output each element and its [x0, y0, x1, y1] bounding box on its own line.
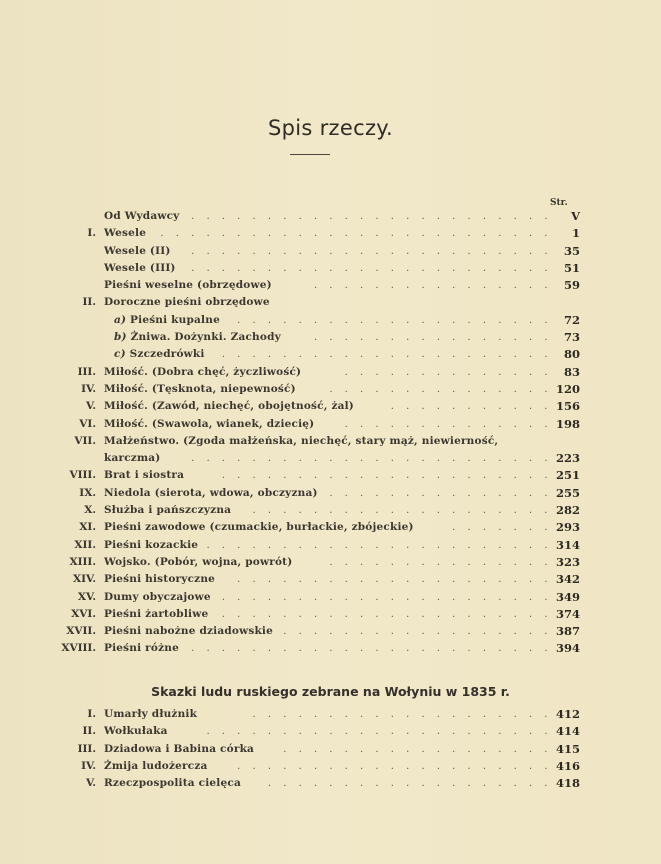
entry-title: Szczedrówki [129, 348, 205, 361]
dot-leader: . . . . . . . . . . . . . . . . . . [283, 626, 552, 638]
entry-label [104, 571, 215, 588]
page-number: 1 [571, 226, 580, 241]
page-number: V [571, 209, 580, 223]
dot-leader: . . . . . . . . . . . . . . . . . . . . . . [221, 591, 552, 603]
entry-number: IV. [81, 759, 96, 772]
entry-label [104, 381, 296, 398]
entry-number: XIV. [72, 573, 96, 586]
page-number: 314 [555, 537, 580, 552]
entry-label [104, 606, 208, 623]
toc-entry [50, 225, 580, 242]
entry-title: Pieśni weselne (obrzędowe) [104, 279, 272, 292]
entry-title: Wołkułaka [104, 725, 168, 738]
entry-title: Dziadowa i Babina córka [104, 742, 255, 755]
toc-entry [50, 260, 580, 277]
entry-title: Miłość. (Swawola, wianek, dziecię) [104, 417, 315, 430]
entry-number: V. [86, 400, 96, 413]
page-number: 59 [563, 278, 580, 293]
page-number: 80 [563, 347, 580, 362]
entry-title: Wojsko. (Pobór, wojna, powrót) [104, 555, 293, 568]
entry-label [104, 723, 168, 740]
entry-title: Małżeństwo. (Zgoda małżeńska, niechęć, stary mąż, niewierność, [104, 434, 499, 447]
entry-title: Żniwa. Dożynki. Zachody [130, 331, 281, 344]
entry-label [104, 433, 498, 450]
entry-title: karczma) [104, 452, 161, 465]
entry-title: Miłość. (Tęsknota, niepewność) [104, 382, 296, 395]
toc-entry [50, 381, 580, 398]
toc-entry [50, 433, 580, 450]
entry-title: Miłość. (Zawód, niechęć, obojętność, żal) [104, 400, 354, 413]
entry-label [104, 758, 208, 775]
entry-label [104, 623, 273, 640]
entry-label [104, 277, 272, 294]
page-number: 120 [555, 381, 580, 396]
page-number: 282 [555, 503, 580, 518]
entry-number: II. [82, 296, 96, 309]
page-number: 412 [555, 707, 580, 721]
toc-entry [50, 775, 580, 792]
entry-title: Żmija ludożercza [104, 759, 208, 772]
entry-number: VIII. [69, 469, 96, 482]
entry-number: X. [84, 504, 96, 517]
title-rule [290, 154, 330, 155]
page-number: 156 [555, 399, 580, 414]
page-number: 198 [555, 416, 580, 431]
dot-leader: . . . . . . . . . . . . . . . . . . . . . [237, 760, 552, 772]
page-number: 83 [563, 364, 580, 379]
toc-entry [50, 329, 580, 346]
entry-number: II. [82, 725, 96, 738]
entry-title: Dumy obyczajowe [104, 590, 211, 603]
toc-entry [50, 741, 580, 758]
entry-label [104, 243, 171, 260]
entry-label [104, 225, 146, 242]
toc-entry [50, 758, 580, 775]
entry-number: XVII. [66, 625, 96, 638]
entry-title: Miłość. (Dobra chęć, życzliwość) [104, 365, 302, 378]
dot-leader: . . . . . . . . . . . . . . . . [313, 332, 552, 344]
entry-title: Służba i pańszczyzna [104, 504, 232, 517]
entry-label [104, 775, 241, 792]
dot-leader: . . . . . . . . . . . . . . . . . . . . . . . . [191, 211, 552, 222]
entry-number: XII. [74, 538, 96, 551]
dot-leader: . . . . . . . . . . . . . . . . . . . . . . [221, 349, 552, 361]
toc-entry [50, 706, 580, 723]
entry-title: Doroczne pieśni obrzędowe [104, 296, 270, 309]
entry-title: Pieśni kupalne [130, 313, 220, 326]
entry-number: XI. [79, 521, 96, 534]
entry-number: I. [87, 227, 96, 240]
entry-label [104, 537, 198, 554]
page-number: 251 [555, 468, 580, 483]
dot-leader: . . . . . . . . . . . . . . . . . . . . . . . . [191, 453, 552, 465]
entry-number: III. [77, 742, 96, 755]
entry-label [104, 450, 160, 467]
page-number: 387 [555, 624, 580, 639]
dot-leader: . . . . . . . . . . . [390, 401, 552, 413]
entry-label [104, 554, 292, 571]
dot-leader: . . . . . . . . . . . . . . . . . . . . . . [221, 608, 552, 620]
entry-label [104, 502, 231, 519]
entry-letter: b) [114, 331, 127, 344]
toc-entry [50, 416, 580, 433]
table-of-contents-tales [50, 706, 580, 792]
entry-number: III. [77, 365, 96, 378]
entry-number: XIII. [69, 555, 96, 568]
toc-entry [50, 467, 580, 484]
toc-entry [50, 571, 580, 588]
toc-entry [50, 277, 580, 294]
dot-leader: . . . . . . . . . . . . . . [344, 418, 552, 430]
entry-label [104, 416, 314, 433]
toc-entry [50, 723, 580, 740]
entry-label [104, 260, 176, 277]
page-column-label: Str. [550, 198, 568, 208]
entry-number: IX. [79, 486, 96, 499]
toc-entry [50, 589, 580, 606]
entry-number: V. [86, 777, 96, 790]
toc-entry [50, 640, 580, 657]
page-number: 255 [555, 485, 580, 500]
entry-title: Umarły dłużnik [104, 708, 198, 720]
dot-leader: . . . . . . . . . . . . . . . . . . . . . . . [206, 726, 552, 738]
dot-leader: . . . . . . . [452, 522, 552, 534]
page-number: 414 [555, 724, 580, 739]
entry-title: Pieśni różne [104, 642, 179, 655]
toc-entry [50, 519, 580, 536]
entry-number: VII. [74, 434, 96, 447]
dot-leader: . . . . . . . . . . . . . . . . . . . . [252, 505, 552, 517]
dot-leader: . . . . . . . . . . . . . . . . . . [283, 743, 552, 755]
toc-entry [50, 485, 580, 502]
toc-entry [50, 364, 580, 381]
toc-entry [50, 346, 580, 363]
toc-entry [50, 312, 580, 329]
entry-label [104, 398, 354, 415]
entry-title: Wesele (II) [104, 244, 171, 257]
dot-leader: . . . . . . . . . . . . . . . . . . . . . [237, 574, 552, 586]
entry-label [114, 312, 220, 329]
entry-label [104, 208, 180, 225]
toc-entry [50, 502, 580, 519]
page-number: 374 [555, 606, 580, 621]
entry-label [114, 329, 281, 346]
entry-title: Pieśni historyczne [104, 573, 216, 586]
page-number: 323 [555, 554, 580, 569]
page-title: Spis rzeczy. [268, 116, 393, 140]
entry-number: XV. [77, 590, 96, 603]
page-number: 415 [555, 741, 580, 756]
entry-number: I. [87, 708, 96, 720]
entry-title: Pieśni nabożne dziadowskie [104, 625, 274, 638]
toc-entry [50, 606, 580, 623]
page-number: 35 [563, 243, 580, 258]
dot-leader: . . . . . . . . . . . . . . . . [313, 280, 552, 292]
entry-title: Niedola (sierota, wdowa, obczyzna) [104, 486, 318, 499]
entry-letter: c) [114, 348, 126, 361]
toc-entry [50, 294, 580, 311]
entry-title: Od Wydawcy [104, 210, 180, 222]
entry-letter: a) [114, 313, 127, 326]
dot-leader: . . . . . . . . . . . . . . . [329, 383, 552, 395]
page-number: 418 [555, 776, 580, 791]
entry-title: Pieśni kozackie [104, 538, 199, 551]
toc-entry [50, 623, 580, 640]
entry-title: Rzeczpospolita cielęca [104, 777, 241, 790]
entry-number: XVIII. [61, 642, 96, 655]
toc-entry [50, 243, 580, 260]
entry-label [104, 467, 184, 484]
entry-label [104, 485, 318, 502]
toc-entry [50, 208, 580, 225]
entry-label [114, 346, 205, 363]
section-title: Skazki ludu ruskiego zebrane na Wołyniu w 1835 r. [151, 684, 510, 699]
dot-leader: . . . . . . . . . . . . . . . . . . . . [252, 709, 552, 720]
dot-leader: . . . . . . . . . . . . . . . . . . . [267, 778, 552, 790]
entry-label [104, 706, 197, 723]
page-number: 72 [563, 312, 580, 327]
entry-title: Pieśni żartobliwe [104, 607, 209, 620]
dot-leader: . . . . . . . . . . . . . . [344, 366, 552, 378]
entry-title: Pieśni zawodowe (czumackie, burłackie, zbójeckie) [104, 521, 414, 534]
entry-number: IV. [81, 382, 96, 395]
entry-title: Wesele [104, 227, 147, 240]
dot-leader: . . . . . . . . . . . . . . . . . . . . . . . . [191, 245, 552, 257]
dot-leader: . . . . . . . . . . . . . . . [329, 487, 552, 499]
dot-leader: . . . . . . . . . . . . . . . . . . . . . . . . [191, 643, 552, 655]
entry-label [104, 294, 270, 311]
entry-label [104, 364, 301, 381]
dot-leader: . . . . . . . . . . . . . . . . . . . . . . . . . . [160, 228, 552, 240]
toc-entry [50, 450, 580, 467]
entry-label [104, 519, 414, 536]
toc-entry [50, 554, 580, 571]
entry-number: VI. [79, 417, 96, 430]
dot-leader: . . . . . . . . . . . . . . . . . . . . . . . [206, 539, 552, 551]
entry-label [104, 741, 254, 758]
entry-title: Brat i siostra [104, 469, 185, 482]
toc-entry [50, 537, 580, 554]
page-number: 223 [555, 451, 580, 466]
page-number: 349 [555, 589, 580, 604]
toc-entry [50, 398, 580, 415]
dot-leader: . . . . . . . . . . . . . . . . . . . . . . [221, 470, 552, 482]
dot-leader: . . . . . . . . . . . . . . . . . . . . . [237, 314, 552, 326]
dot-leader: . . . . . . . . . . . . . . . . . . . . . . . . [191, 262, 552, 274]
page-number: 394 [555, 641, 580, 656]
entry-label [104, 589, 211, 606]
page-number: 73 [563, 330, 580, 345]
entry-number: XVI. [71, 607, 96, 620]
entry-label [104, 640, 179, 657]
page-number: 293 [555, 520, 580, 535]
page-number: 51 [563, 260, 580, 275]
table-of-contents [50, 208, 580, 658]
entry-title: Wesele (III) [104, 261, 176, 274]
page-number: 416 [555, 758, 580, 773]
page-number: 342 [555, 572, 580, 587]
dot-leader: . . . . . . . . . . . . . . . [329, 556, 552, 568]
